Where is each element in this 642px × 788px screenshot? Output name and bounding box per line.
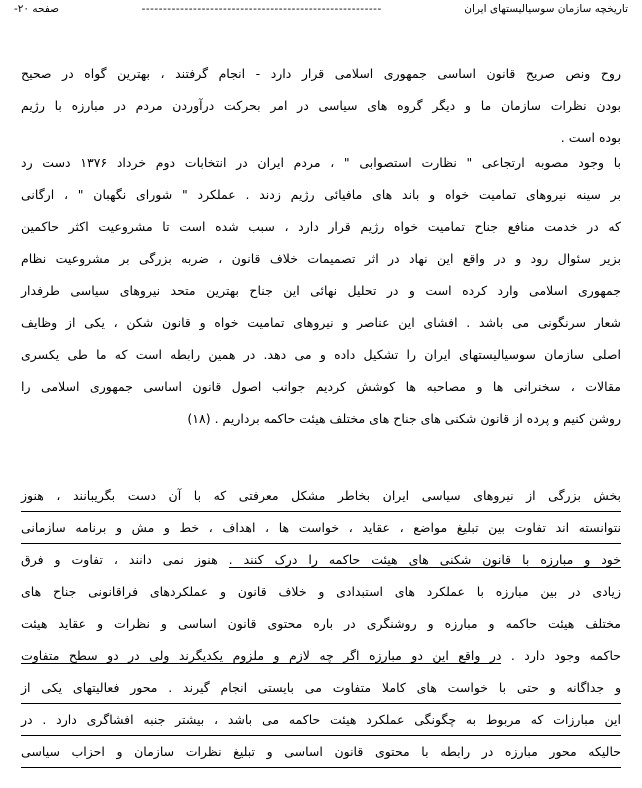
paragraph-2 [21,147,621,435]
text-line: بزیر سئوال رود و در واقع این نهاد در اثر تصمیمات خلاف قانون ، ضربه بزرگی بر مشروعیت نظام [21,251,621,266]
text-line: شعار سرنگونی می باشد . افشای این عناصر و نیروهای تمامیت خواه و قانون شکن ، یکی از وظایف [21,315,621,330]
plain-segment: هنوز نمی دانند ، تفاوت و فرق [21,552,229,567]
text-line: مقالات ، سخنرانی ها و مصاحبه ها کوشش کردیم جوانب اصول قانون اساسی جمهوری اسلامی را [21,379,621,394]
text-line: بوده است . [560,130,621,145]
paragraph-3-underlined [21,480,621,768]
underlined-line: این مبارزات که مربوط به چگونگی عملکرد هیئت حاکمه می باشد ، بیشتر جنبه افشاگری دارد . در [21,704,621,736]
underlined-line: بخش بزرگی از نیروهای سیاسی ایران بخاطر مشکل معرفتی که با آن دست بگریبانند ، هنوز [21,480,621,512]
mixed-line [21,544,621,576]
text-line: اصلی سازمان سوسیالیستهای ایران را تشکیل داده و می دهد. در همین رابطه است که ما طی یکسری [21,347,621,362]
text-line: بر سینه نیروهای تمامیت خواه و باند های مافیائی رژیم زدند . عملکرد " شورای نگهبان " ، ارگانی [21,187,621,202]
text-line: با وجود مصوبه ارتجاعی " نظارت استصوابی " ، مردم ایران در انتخابات دوم خرداد ۱۳۷۶ دست رد [21,155,621,170]
underlined-segment: در واقع این دو مبارزه اگر چه لازم و ملزوم یکدیگرند ولی در دو سطح متفاوت [21,648,502,663]
page-number: صفحه ۲۰- [14,3,60,15]
text-line: روح ونص صریح قانون اساسی جمهوری اسلامی قرار دارد - انجام گرفتند ، بهترین گواه در صحیح [21,66,621,81]
underlined-line: نتوانسته اند تفاوت بین تبلیغ مواضع ، عقاید ، خواست ها ، اهداف ، خط و مش و برنامه سازمانی [21,512,621,544]
header-separator: -------------------------------------------------------- [141,3,382,15]
text-line: جمهوری اسلامی وارد کرده است و در تحلیل نهائی این جناح بهترین متحد نیروهای سیاسی طرفدار [21,283,621,298]
text-line: بودن نظرات سازمان ما و دیگر گروه های سیاسی در امر بحرکت درآوردن مردم در مبارزه با رژیم [21,98,621,113]
page-header [14,2,628,16]
underlined-line: و جداگانه و حتی با خواست های کاملا متفاوت می بایستی انجام گیرند . محور فعالیتهای یکی از [21,672,621,704]
underlined-segment: خود و مبارزه با قانون شکنی های هیئت حاکمه را درک کنند . [228,552,621,567]
plain-segment: حاکمه وجود دارد . [501,648,621,663]
document-title: تاریخچه سازمان سوسیالیستهای ایران [464,3,628,15]
text-line: مختلف هیئت حاکمه و مبارزه و روشنگری در باره محتوی قانون اساسی و نظرات و عقاید هیئت [21,616,621,631]
text-line: زیادی در بین مبارزه با عملکرد های استبدادی و خلاف قانون و عملکردهای فراقانونی جناح های [21,584,621,599]
text-line: روشن کنیم و پرده از قانون شکنی های جناح های مختلف هیئت حاکمه برداریم . (۱۸) [187,411,621,426]
underlined-line: حالیکه محور مبارزه در رابطه با محتوی قانون اساسی و تبلیغ نظرات سازمان و احزاب سیاسی [21,736,621,768]
text-line: که در خدمت منافع جناح تمامیت خواه رژیم قرار دارد ، سبب شده است تا مشروعیت اکثر حاکمین [21,219,621,234]
mixed-line [21,640,621,672]
paragraph-1 [21,58,621,154]
